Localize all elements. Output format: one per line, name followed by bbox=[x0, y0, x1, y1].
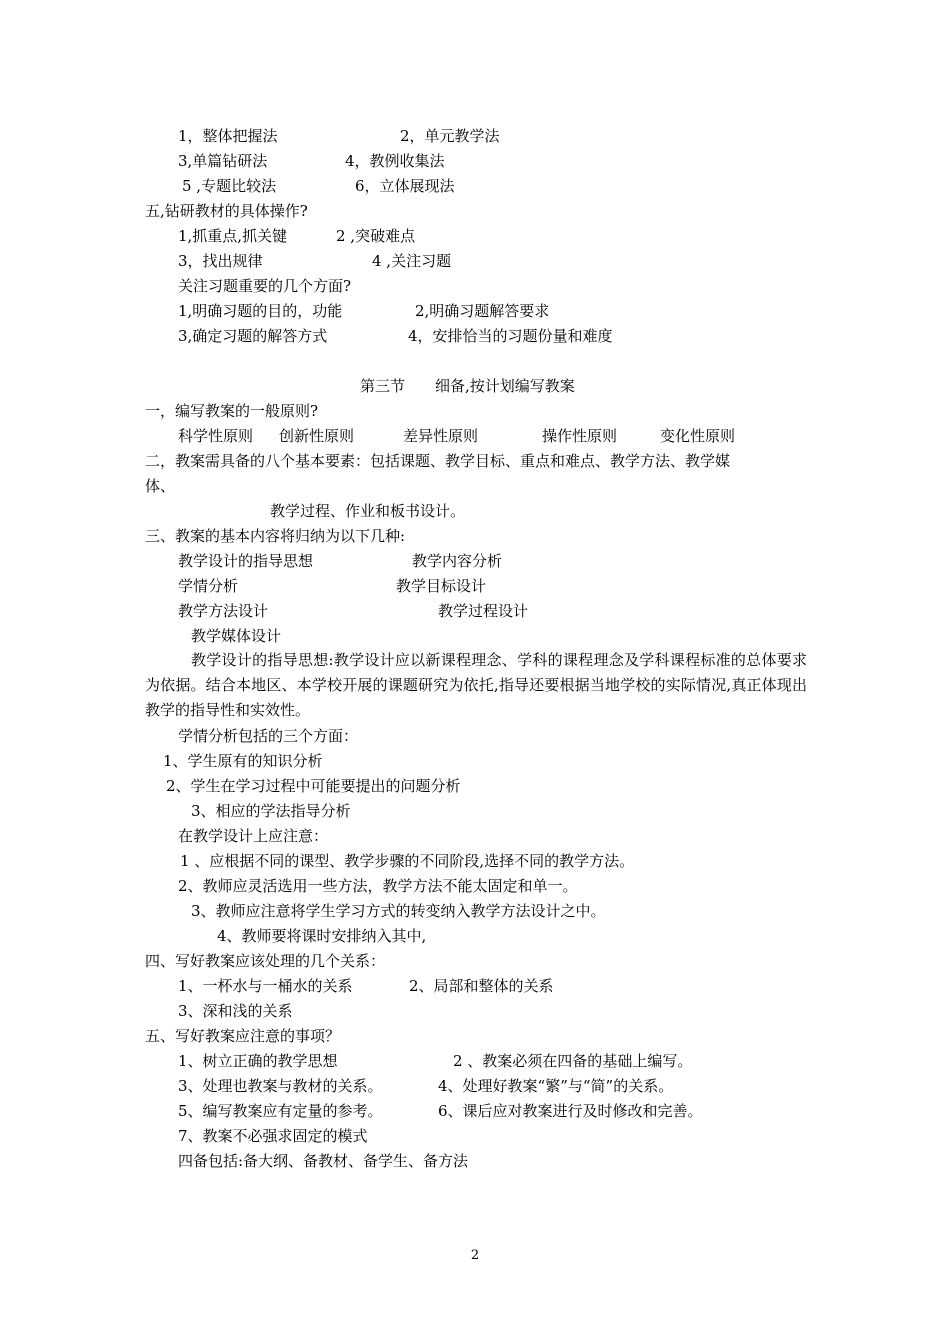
exercise-item: 3,确定习题的解答方式 bbox=[178, 327, 328, 345]
content-item: 教学内容分析 bbox=[412, 552, 503, 570]
list-item: 3、教师应注意将学生学习方式的转变纳入教学方法设计之中。 bbox=[191, 902, 606, 920]
exercise-item: 1,明确习题的目的，功能 bbox=[178, 302, 343, 320]
subheading: 学情分析包括的三个方面： bbox=[178, 727, 359, 745]
list-item: 2、学生在学习过程中可能要提出的问题分析 bbox=[166, 777, 461, 795]
principle-item: 操作性原则 bbox=[542, 427, 618, 445]
list-item: 2、教师应灵活选用一些方法，教学方法不能太固定和单一。 bbox=[178, 877, 578, 895]
section-heading: 五、写好教案应注意的事项？ bbox=[145, 1027, 341, 1045]
four-preparations: 四备包括:备大纲、备教材、备学生、备方法 bbox=[178, 1152, 469, 1170]
section-heading: 五,钻研教材的具体操作? bbox=[145, 202, 308, 220]
method-item: 1，整体把握法 bbox=[178, 127, 278, 145]
method-item: 5 ,专题比较法 bbox=[182, 177, 277, 195]
exercise-question: 关注习题重要的几个方面? bbox=[178, 277, 352, 295]
principle-item: 科学性原则 bbox=[178, 427, 254, 445]
exercise-item: 4，安排恰当的习题份量和难度 bbox=[408, 327, 613, 345]
principle-item: 差异性原则 bbox=[403, 427, 479, 445]
study-item: 2 ,突破难点 bbox=[336, 227, 416, 245]
list-item: 3、深和浅的关系 bbox=[178, 1002, 293, 1020]
section-label: 第三节 bbox=[360, 377, 406, 395]
section-title: 细备,按计划编写教案 bbox=[435, 377, 575, 395]
subheading: 在教学设计上应注意： bbox=[178, 827, 329, 845]
list-item: 3、处理也教案与教材的关系。 bbox=[178, 1077, 383, 1095]
list-item: 4、教师要将课时安排纳入其中, bbox=[217, 927, 427, 945]
content-item: 教学设计的指导思想 bbox=[178, 552, 314, 570]
section-heading: 二，教案需具备的八个基本要素：包括课题、教学目标、重点和难点、教学方法、教学媒 bbox=[145, 452, 731, 470]
study-item: 3，找出规律 bbox=[178, 252, 263, 270]
study-item: 1,抓重点,抓关键 bbox=[178, 227, 288, 245]
text-line: 教学过程、作业和板书设计。 bbox=[270, 502, 466, 520]
study-item: 4 ,关注习题 bbox=[372, 252, 452, 270]
content-item: 教学媒体设计 bbox=[191, 627, 282, 645]
list-item: 2 、教案必须在四备的基础上编写。 bbox=[453, 1052, 693, 1070]
list-item: 1、学生原有的知识分析 bbox=[163, 752, 323, 770]
section-heading: 三、教案的基本内容将归纳为以下几种: bbox=[145, 527, 406, 545]
page-number: 2 bbox=[470, 1248, 480, 1263]
content-item: 学情分析 bbox=[178, 577, 239, 595]
text-line: 体、 bbox=[145, 477, 176, 495]
list-item: 7、教案不必强求固定的模式 bbox=[178, 1127, 368, 1145]
method-item: 3,单篇钻研法 bbox=[178, 152, 268, 170]
principle-item: 创新性原则 bbox=[279, 427, 355, 445]
list-item: 6、课后应对教案进行及时修改和完善。 bbox=[438, 1102, 703, 1120]
list-item: 5、编写教案应有定量的参考。 bbox=[178, 1102, 383, 1120]
list-item: 3、相应的学法指导分析 bbox=[191, 802, 351, 820]
method-item: 2，单元教学法 bbox=[400, 127, 500, 145]
list-item: 4、处理好教案“繁”与“简”的关系。 bbox=[438, 1077, 674, 1095]
content-item: 教学方法设计 bbox=[178, 602, 269, 620]
section-heading: 四、写好教案应该处理的几个关系： bbox=[145, 952, 386, 970]
content-item: 教学过程设计 bbox=[438, 602, 529, 620]
guiding-thought-paragraph: 教学设计的指导思想:教学设计应以新课程理念、学科的课程理念及学科课程标准的总体要求为依据。结合本地区、本学校开展的课题研究为依托,指导还要根据当地学校的实际情况,真正体现出教学的指导性和实效性。 bbox=[145, 651, 807, 719]
principle-item: 变化性原则 bbox=[660, 427, 736, 445]
list-item: 1 、应根据不同的课型、教学步骤的不同阶段,选择不同的教学方法。 bbox=[180, 852, 635, 870]
list-item: 1、树立正确的教学思想 bbox=[178, 1052, 338, 1070]
list-item: 1、一杯水与一桶水的关系 bbox=[178, 977, 353, 995]
list-item: 2、局部和整体的关系 bbox=[409, 977, 554, 995]
exercise-item: 2,明确习题解答要求 bbox=[415, 302, 550, 320]
section-heading: 一，编写教案的一般原则? bbox=[145, 402, 319, 420]
method-item: 4，教例收集法 bbox=[345, 152, 445, 170]
content-item: 教学目标设计 bbox=[396, 577, 487, 595]
method-item: 6，立体展现法 bbox=[355, 177, 455, 195]
